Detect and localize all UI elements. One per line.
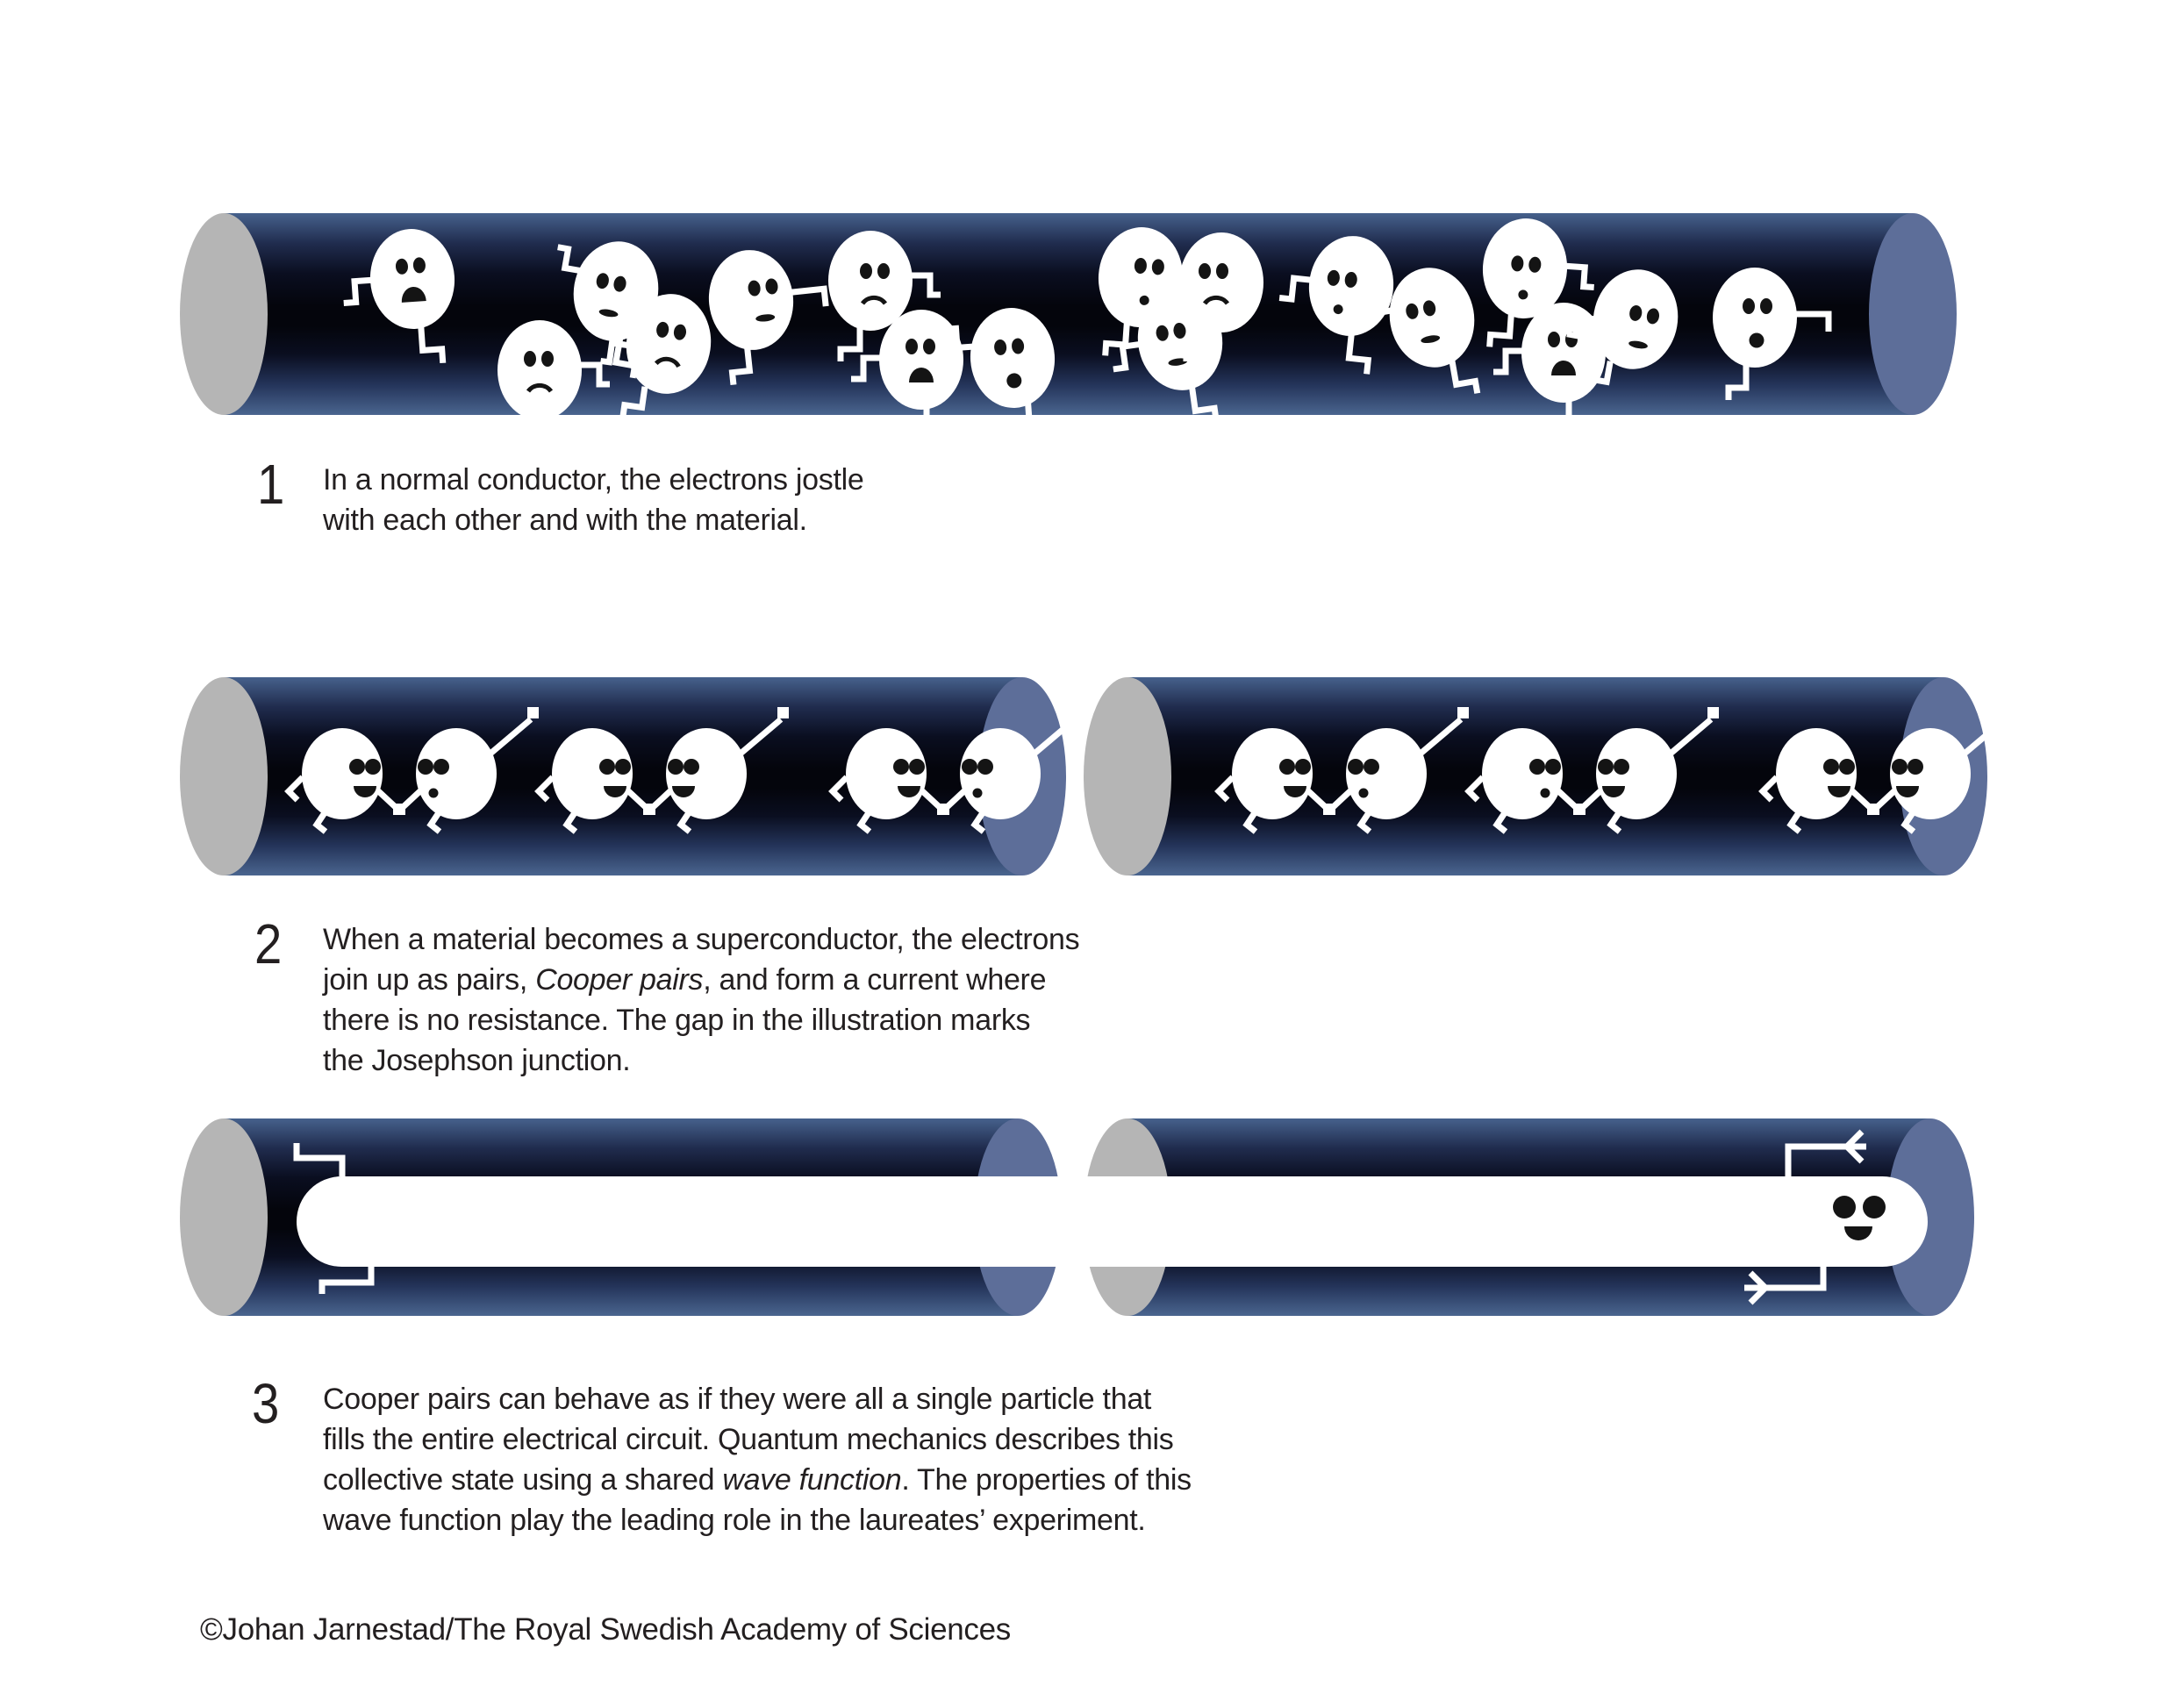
caption-line bbox=[323, 460, 863, 500]
caption-line bbox=[323, 1460, 1192, 1500]
caption-text: . The properties of this bbox=[901, 1463, 1192, 1497]
caption-line bbox=[323, 1500, 1192, 1540]
caption-text: collective state using a shared bbox=[323, 1463, 723, 1497]
cooper-pair bbox=[500, 677, 798, 875]
caption-line bbox=[323, 919, 1079, 960]
step3-number: 3 bbox=[252, 1372, 280, 1435]
conductor-tube bbox=[180, 677, 1066, 875]
capsule-face-smile bbox=[1844, 1226, 1872, 1240]
caption-text: When a material becomes a superconductor, the electrons bbox=[323, 923, 1080, 956]
conductor-tube bbox=[180, 213, 1957, 415]
tube-end-gray bbox=[1084, 677, 1171, 875]
step1-caption bbox=[323, 460, 863, 540]
caption-text: Cooper pairs can behave as if they were all a single particle that bbox=[323, 1383, 1152, 1416]
tube-end-blue bbox=[1869, 213, 1957, 415]
caption-text: , and form a current where bbox=[703, 963, 1047, 997]
caption-line bbox=[323, 1000, 1079, 1040]
capsule-arm-bottom-left bbox=[322, 1267, 371, 1294]
cooper-pair bbox=[1724, 677, 1987, 875]
electron bbox=[1650, 213, 1860, 415]
josephson-circuit-decoration bbox=[246, 1114, 2009, 1333]
caption-line bbox=[323, 500, 863, 540]
caption-text: wave function play the leading role in the laureates’ experiment. bbox=[323, 1504, 1146, 1537]
caption-italic-term: Cooper pairs bbox=[535, 963, 704, 997]
caption-italic-term: wave function bbox=[722, 1463, 902, 1497]
caption-text: In a normal conductor, the electrons jostle bbox=[323, 463, 864, 497]
capsule-face-eye bbox=[1863, 1196, 1886, 1218]
caption-text: the Josephson junction. bbox=[323, 1044, 631, 1077]
caption-line bbox=[323, 1040, 1079, 1081]
caption-line bbox=[323, 960, 1079, 1000]
cooper-pair bbox=[794, 677, 1066, 875]
caption-text: fills the entire electrical circuit. Quantum mechanics describes this bbox=[323, 1423, 1174, 1456]
credit: ©Johan Jarnestad/The Royal Swedish Academy of Sciences bbox=[200, 1612, 1011, 1647]
capsule-arm-top-left bbox=[297, 1143, 342, 1176]
caption-text: there is no resistance. The gap in the illustration marks bbox=[323, 1004, 1031, 1037]
caption-text: join up as pairs, bbox=[323, 963, 536, 997]
caption-line bbox=[323, 1379, 1192, 1419]
tube-end-gray bbox=[180, 213, 268, 415]
capsule-face-eye bbox=[1833, 1196, 1856, 1218]
caption-text: with each other and with the material. bbox=[323, 504, 807, 537]
step1-number: 1 bbox=[257, 453, 285, 516]
step2-caption bbox=[323, 919, 1079, 1081]
caption-line bbox=[323, 1419, 1192, 1460]
cooper-pair bbox=[1430, 677, 1729, 875]
conductor-tube bbox=[1084, 677, 1987, 875]
step2-number: 2 bbox=[254, 912, 283, 975]
step3-caption bbox=[323, 1379, 1192, 1540]
